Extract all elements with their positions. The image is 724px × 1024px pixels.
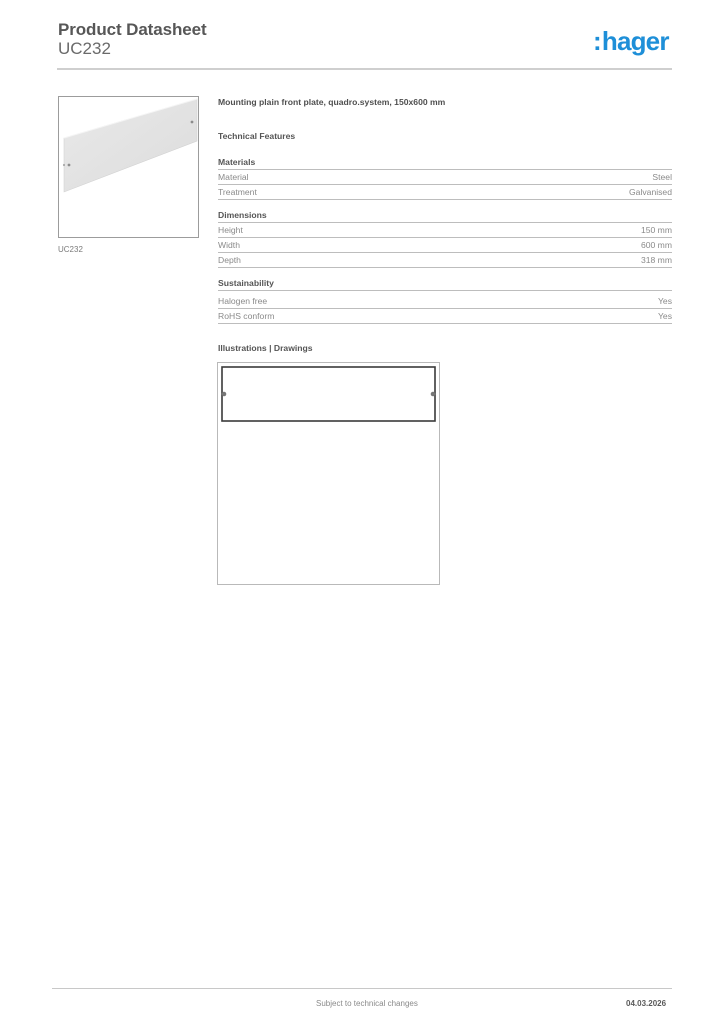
section-title: Sustainability	[218, 276, 672, 291]
logo-text: hager	[601, 26, 669, 56]
row-label: Material	[218, 172, 249, 182]
row-value: 150 mm	[640, 225, 672, 235]
hager-logo	[593, 27, 669, 55]
page-title: Product Datasheet	[58, 20, 207, 39]
table-row	[218, 294, 672, 309]
row-label: Height	[218, 225, 243, 235]
row-value: 318 mm	[640, 255, 672, 265]
technical-drawing	[217, 362, 440, 585]
footer-date: 04.03.2026	[626, 999, 667, 1008]
row-label: RoHS conform	[218, 311, 275, 321]
product-image	[58, 96, 199, 238]
row-value: 600 mm	[640, 240, 672, 250]
section-title: Dimensions	[218, 208, 672, 223]
header-divider	[57, 68, 672, 70]
product-code: UC232	[58, 39, 111, 58]
dimensions-section	[218, 208, 672, 268]
row-value: Yes	[657, 296, 672, 306]
table-row	[218, 238, 672, 253]
row-value: Steel	[652, 172, 672, 182]
table-row	[218, 253, 672, 268]
table-row	[218, 309, 672, 324]
row-value: Galvanised	[629, 187, 672, 197]
row-label: Halogen free	[218, 296, 268, 306]
footer-disclaimer: Subject to technical changes	[316, 999, 418, 1008]
row-value: Yes	[657, 311, 672, 321]
technical-features-heading: Technical Features	[218, 131, 296, 141]
table-row	[218, 185, 672, 200]
product-description: Mounting plain front plate, quadro.system, 150x600 mm	[218, 97, 446, 107]
table-row	[218, 170, 672, 185]
footer-divider	[52, 988, 672, 989]
row-label: Width	[218, 240, 240, 250]
table-row	[218, 223, 672, 238]
product-image-caption: UC232	[58, 245, 83, 254]
sustainability-section	[218, 276, 672, 324]
front-plate-photo-icon	[59, 97, 198, 237]
illustrations-heading: Illustrations | Drawings	[218, 343, 313, 353]
materials-section	[218, 155, 672, 200]
row-label: Depth	[218, 255, 241, 265]
row-label: Treatment	[218, 187, 257, 197]
front-plate-drawing-icon	[218, 363, 439, 584]
logo-colon: :	[593, 26, 601, 56]
section-title: Materials	[218, 155, 672, 170]
